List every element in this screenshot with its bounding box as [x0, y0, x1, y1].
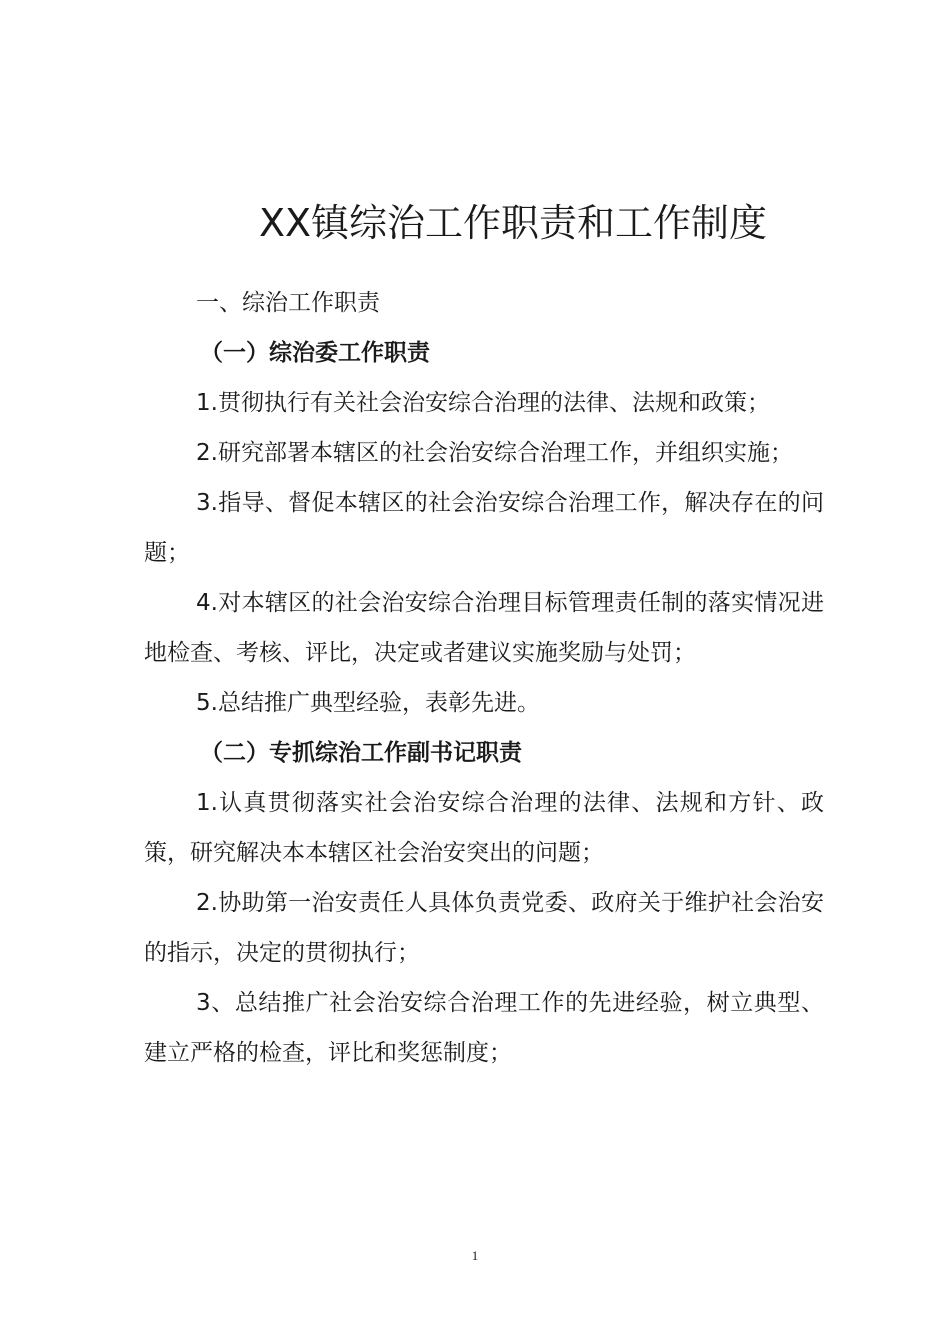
section-heading: 一、综治工作职责 — [196, 290, 380, 316]
list-item: 2.研究部署本辖区的社会治安综合治理工作，并组织实施； — [196, 440, 793, 466]
list-item: 3、总结推广社会治安综合治理工作的先进经验，树立典型、建立严格的检查，评比和奖惩制度； — [144, 990, 824, 1066]
list-item: 3.指导、督促本辖区的社会治安综合治理工作，解决存在的问题； — [144, 490, 824, 566]
document-title: XX镇综治工作职责和工作制度 — [258, 201, 768, 246]
document-body — [144, 278, 824, 1078]
list-item: 1.认真贯彻落实社会治安综合治理的法律、法规和方针、政策，研究解决本本辖区社会治安突出的问题； — [144, 790, 824, 866]
list-item: 5.总结推广典型经验，表彰先进。 — [196, 690, 540, 716]
subsection-heading: （二）专抓综治工作副书记职责 — [200, 740, 522, 766]
list-item: 4.对本辖区的社会治安综合治理目标管理责任制的落实情况进地检查、考核、评比，决定或者建议实施奖励与处罚； — [144, 590, 824, 666]
page-number: 1 — [471, 1248, 479, 1263]
subsection-heading: （一）综治委工作职责 — [200, 340, 430, 366]
list-item: 1.贯彻执行有关社会治安综合治理的法律、法规和政策； — [196, 390, 770, 416]
list-item: 2.协助第一治安责任人具体负责党委、政府关于维护社会治安的指示，决定的贯彻执行； — [144, 890, 824, 966]
